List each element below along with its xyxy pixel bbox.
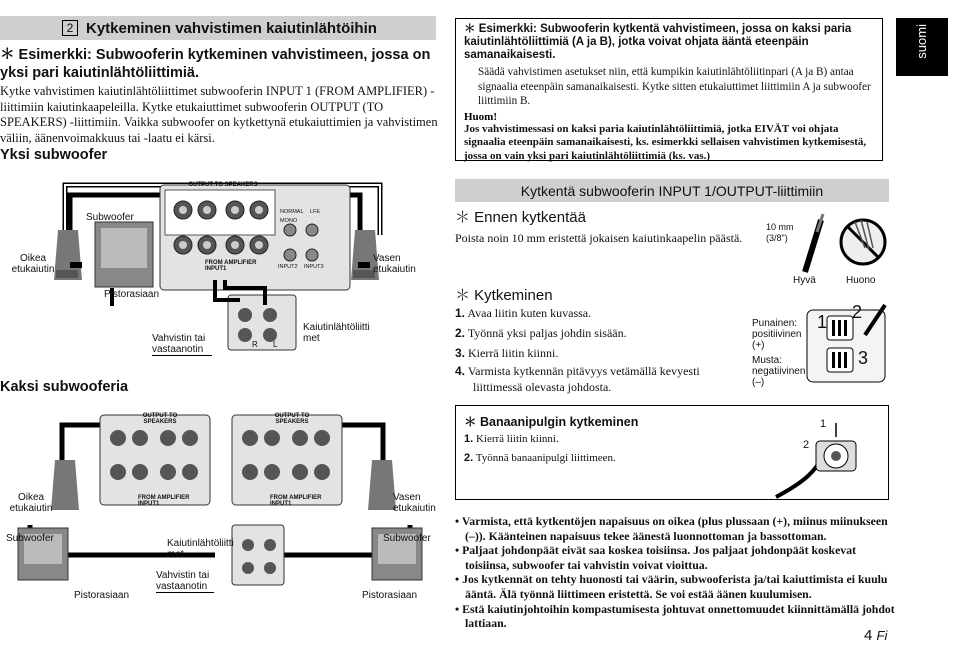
outlet-right-label: Pistorasiaan	[362, 590, 418, 601]
wire-strip-figure	[795, 212, 895, 278]
banana-steps: 1. Kierrä liitin kiinni. 2. Työnnä banaanipulgi liittimeen.	[464, 433, 616, 464]
fig-number-1: 1	[817, 312, 828, 332]
section-header	[0, 16, 436, 40]
amp-r-label: R	[252, 340, 258, 349]
amp-l-label: L	[273, 340, 278, 349]
right-front-label: Oikea etukaiutin	[11, 253, 55, 275]
note-item: • Paljaat johdonpäät eivät saa koskea toisiinsa. Jos paljaat johdonpäät koskevat toisiinsa, subwoofer tai vahvistin voivat vioittua.	[455, 543, 857, 572]
page-number: 4 Fi	[864, 627, 888, 644]
outlet-left-label: Pistorasiaan	[74, 590, 130, 601]
subwoofer-left-label: Subwoofer	[6, 533, 54, 544]
mono-label: MONO	[280, 218, 298, 224]
from-amplifier-label-3: FROM AMPLIFIER INPUT1	[270, 495, 322, 507]
one-subwoofer-heading: Yksi subwoofer	[0, 147, 108, 163]
from-amplifier-label: FROM AMPLIFIER INPUT1	[205, 260, 257, 272]
output-to-speakers-label-2: OUTPUT TO SPEAKERS	[142, 413, 178, 425]
banana-box	[455, 405, 889, 500]
banana-fig-2: 2	[803, 439, 810, 451]
normal-label: NORMAL	[280, 209, 304, 215]
step-4: 4. Varmista kytkennän pitävyys vetämällä kevyesti liittimessä olevasta johdosta.	[455, 364, 700, 394]
from-amplifier-label-2: FROM AMPLIFIER INPUT1	[138, 495, 190, 507]
right-front-speaker-graphic	[54, 230, 82, 280]
note-item: • Varmista, että kytkentöjen napaisuus on oikea (plus plussaan (+), miinus miinukseen (–)). Käänteinen napaisuus tekee äänestä luonnottoman ja bassottoman.	[455, 514, 888, 543]
banana-fig-1: 1	[820, 418, 827, 430]
prep-heading: ＊ Ennen kytkentää	[455, 209, 586, 226]
step-1: 1. Avaa liitin kuten kuvassa.	[455, 306, 592, 320]
terminal-figure	[805, 290, 895, 390]
note-item: • Jos kytkennät on tehty huonosti tai väärin, subwooferista ja/tai kaiuttimista ei kuulu ääntä. Älä työnnä liittimeen eristettä. Se voi estää äänen kuulumisen.	[455, 572, 888, 601]
speaker-output-label: Kaiutinlähtöliitti met	[303, 322, 370, 344]
outlet-label: Pistorasiaan	[104, 289, 160, 300]
warning-text: Jos vahvistimessasi on kaksi paria kaiutinlähtöliittimiä, jotka EIVÄT voi ohjata signaalia eteenpäin samanaikaisesti, ks. esimerkki sellaisen vahvistimen kytkemisestä, jossa on vain yksi pari kaiutinlähtöliittimiä (ks. vas.)	[464, 122, 867, 162]
input2-label: INPUT2	[278, 264, 298, 270]
output-to-speakers-label: OUTPUT TO SPEAKERS	[188, 182, 258, 188]
red-terminal-label: Punainen: positiivinen (+)	[752, 318, 802, 351]
section-title: Kytkeminen vahvistimen kaiutinlähtöihin	[86, 19, 377, 37]
left-front-label-2: Vasen etukaiutin	[393, 492, 436, 514]
prep-text: Poista noin 10 mm eristettä jokaisen kaiutinkaapelin päästä.	[455, 231, 743, 245]
subsection-bar: Kytkentä subwooferin INPUT 1/OUTPUT-liittimiin	[455, 179, 889, 202]
subwoofer-label: Subwoofer	[86, 212, 134, 223]
lfe-label: LFE	[310, 209, 321, 215]
note-text: Säädä vahvistimen asetukset niin, että kumpikin kaiutinlähtöliitinpari (A ja B) antaa signaalia eteenpäin samanaikaisesti. Kytke sitten etukaiuttimet liittimiin A ja subwoofer liittimiin B.	[478, 66, 871, 107]
connect-heading: ＊ Kytkeminen	[455, 287, 553, 304]
note-heading: ＊ Esimerkki: Subwooferin kytkentä vahvistimeen, jossa on kaksi paria kaiutinlähtöliittimiä (A ja B), jotka voivat ohjata ääntä eteenpäin samanaikaisesti.	[464, 23, 852, 61]
left-front-speaker-2-graphic	[368, 460, 396, 510]
example-heading: ＊ Esimerkki: Subwooferin kytkeminen vahvistimeen, jossa on yksi pari kaiutinlähtöliittimiä.	[0, 47, 431, 81]
two-subwoofer-diagram	[0, 410, 440, 600]
fig-number-2: 2	[852, 302, 863, 322]
left-front-label: Vasen etukaiutin	[373, 253, 416, 275]
amp-label: Vahvistin tai vastaanotin	[152, 333, 212, 356]
notes-list	[455, 514, 895, 631]
section-number: 2	[62, 20, 78, 36]
bad-label: Huono	[846, 275, 876, 286]
output-to-speakers-label-3: OUTPUT TO SPEAKERS	[274, 413, 310, 425]
subwoofer-right-label: Subwoofer	[383, 533, 431, 544]
connect-steps	[455, 303, 745, 395]
good-label: Hyvä	[793, 275, 816, 286]
input3-label: INPUT3	[304, 264, 324, 270]
example-text: Kytke vahvistimen kaiutinlähtöliittimet subwooferin INPUT 1 (FROM AMPLIFIER) -liittimiin kaiutinkaapeleilla. Kytke etukaiuttimet subwooferin OUTPUT (TO SPEAKERS) -liittimiin. Vaikka subwoofer on kytkettynä etukaiuttimien ja vahvistimen väliin, äänenvoimakkuus tai -laatu ei kärsi.	[0, 84, 438, 145]
amp-label-2: Vahvistin tai vastaanotin	[156, 570, 214, 593]
speaker-output-label-2: Kaiutinlähtöliitti met	[167, 538, 234, 560]
note-box	[455, 18, 883, 161]
language-tab: suomi	[896, 18, 948, 76]
banana-heading: ＊ Banaanipulgin kytkeminen	[464, 415, 639, 429]
note-item: • Estä kaiutinjohtoihin kompastumisesta johtuvat onnettomuudet kiinnittämällä johdot lattiaan.	[455, 601, 895, 631]
measure-label: 10 mm (3/8")	[766, 222, 794, 243]
warning-label: Huom!	[464, 110, 497, 123]
two-subwoofer-heading: Kaksi subwooferia	[0, 379, 129, 395]
right-front-label-2: Oikea etukaiutin	[9, 492, 53, 514]
step-2: 2. Työnnä yksi paljas johdin sisään.	[455, 326, 627, 340]
black-terminal-label: Musta: negatiivinen (–)	[752, 355, 806, 388]
fig-number-3: 3	[858, 348, 869, 368]
step-3: 3. Kierrä liitin kiinni.	[455, 346, 559, 360]
